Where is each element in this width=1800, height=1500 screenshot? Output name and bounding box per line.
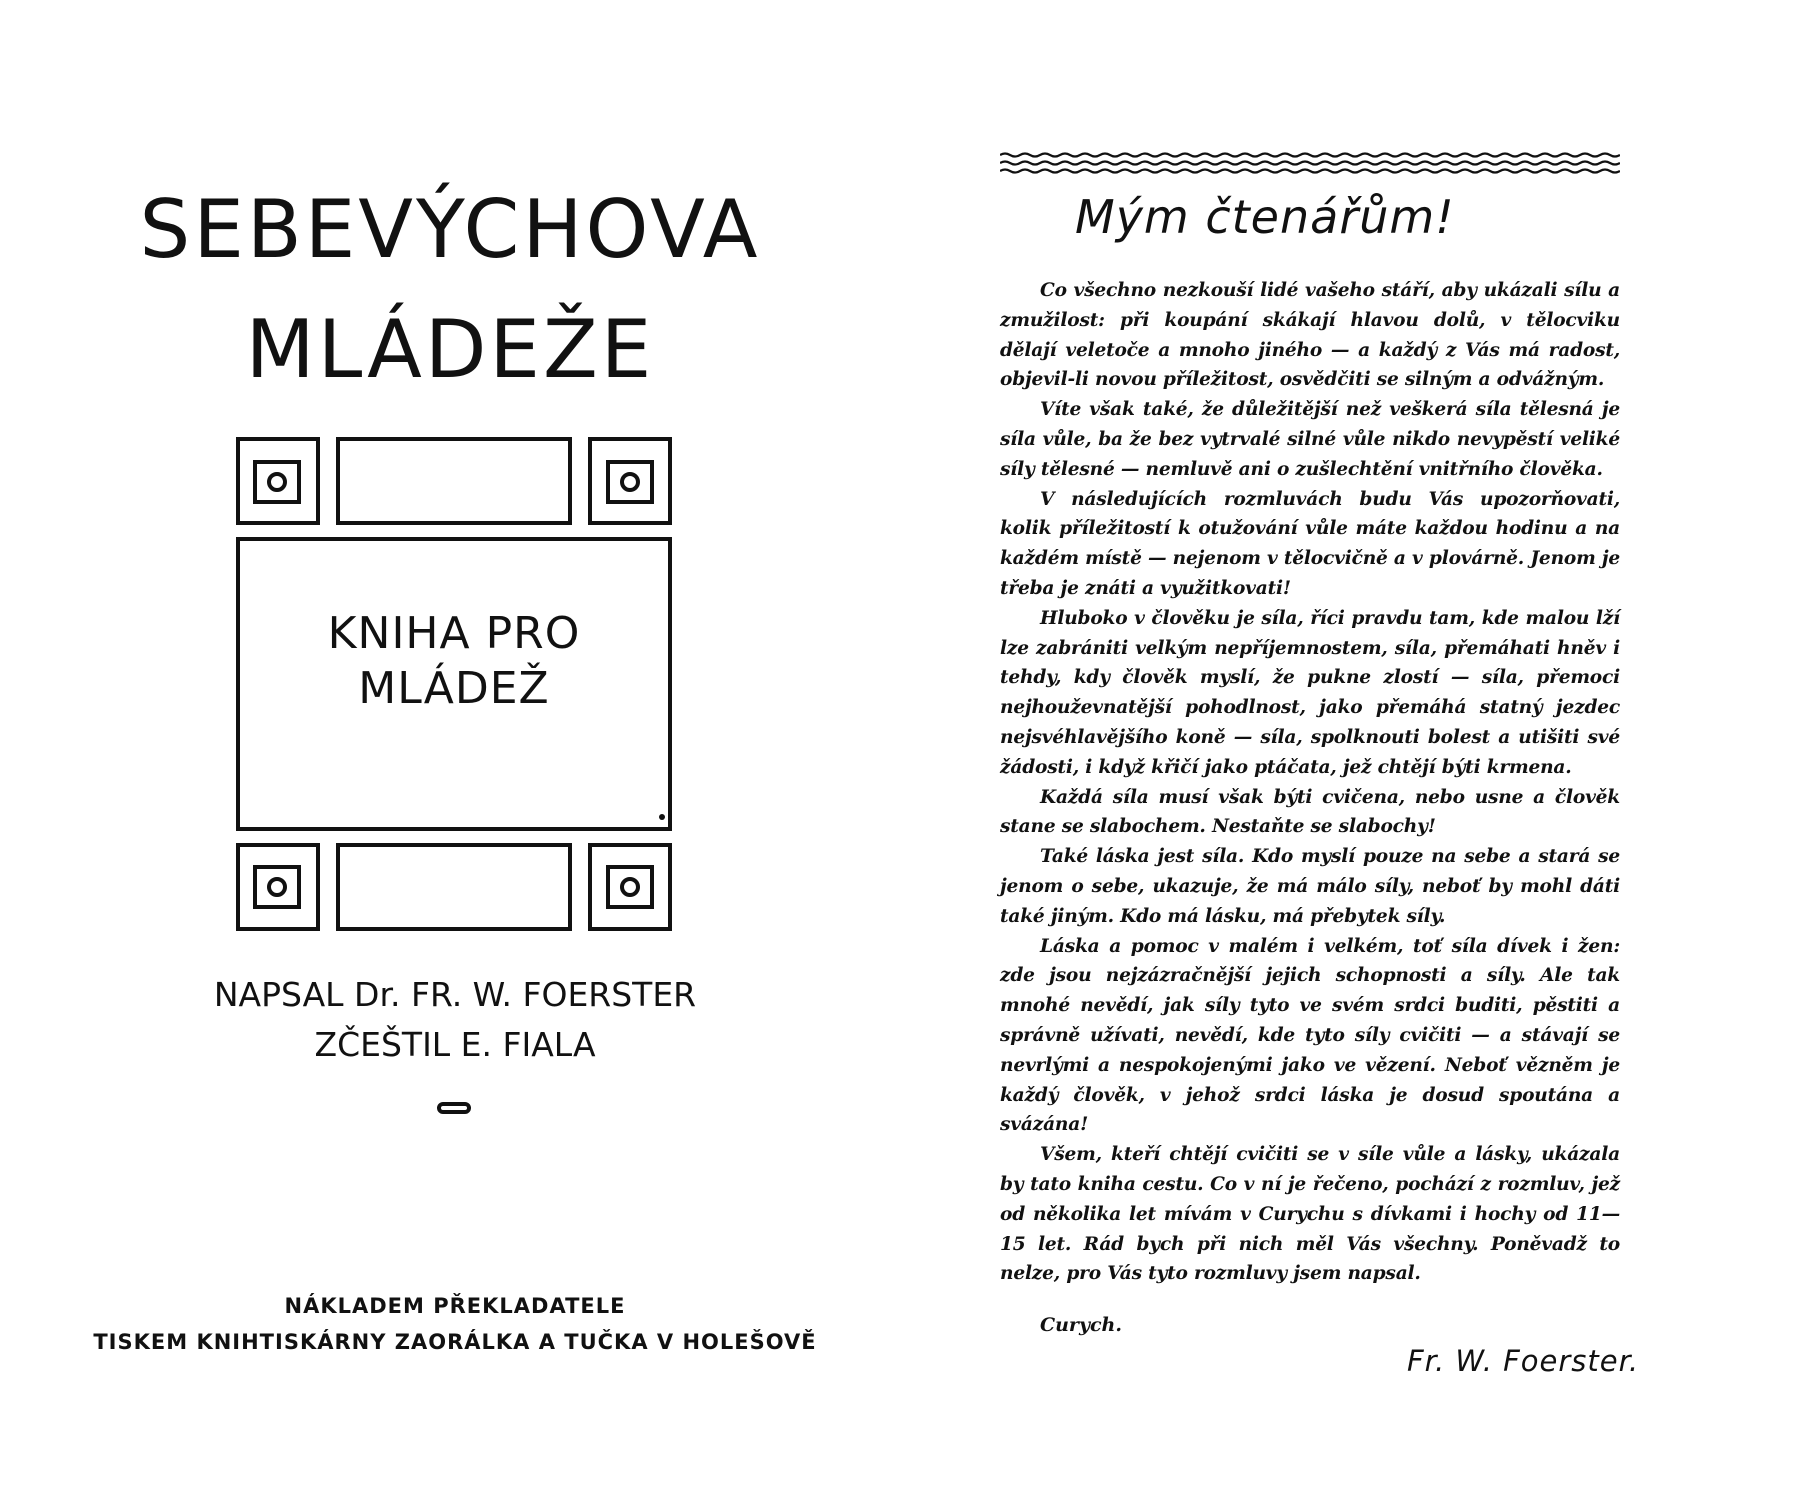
book-title-line-2: MLÁDEŽE xyxy=(245,303,655,396)
subtitle-line-1: KNIHA PRO xyxy=(327,608,581,659)
paragraph: Všem, kteří chtějí cvičiti se v síle vůle a lásky, ukázala by tato kniha cestu. Co v ní je řečeno, pochází z rozmluv, jež od několika let mívám v Curychu s dívkami i hochy od 11—15 let. Rád bych při nich měl Vás všechny. Poněvadž to nelze, pro Vás tyto rozmluvy jsem napsal. xyxy=(1000,1144,1620,1285)
book-title-line-1: SEBEVÝCHOVA xyxy=(139,183,761,276)
place-of-writing: Curych. xyxy=(1040,1314,1122,1336)
corner-box-bottom-right xyxy=(590,845,670,929)
decorative-dash xyxy=(437,1102,471,1114)
corner-box-bottom-left xyxy=(238,845,318,929)
bottom-center-panel xyxy=(338,845,570,929)
corner-box-top-left xyxy=(238,439,318,523)
subtitle-line-2: MLÁDEŽ xyxy=(358,663,550,714)
foreword-body xyxy=(1000,276,1620,1289)
paragraph: Každá síla musí však býti cvičena, nebo usne a člověk stane se slabochem. Nestaňte se slabochy! xyxy=(1000,786,1620,838)
paragraph: V následujících rozmluvách budu Vás upozorňovati, kolik příležitostí k otužování vůle máte každou hodinu a na každém místě — nejenom v tělocvičně a v plovárně. Jenom je třeba je znáti a využitkovati! xyxy=(1000,488,1620,599)
top-center-panel xyxy=(338,439,570,523)
paragraph: Láska a pomoc v malém i velkém, toť síla dívek i žen: zde jsou nejzázračnější jejich schopnosti a síly. Ale tak mnohé nevědí, jak síly tyto ve svém srdci buditi, pěstiti a správně užívati, nevědí, kde tyto síly cvičiti — a stávají se nevrlými a nespokojenými jako ve vězení. Neboť vězněm je každý člověk, v jehož srdci láska je dosud spoutána a svázána! xyxy=(1000,935,1620,1136)
author-signature: Fr. W. Foerster. xyxy=(1407,1344,1640,1378)
paragraph: Hluboko v člověku je síla, říci pravdu tam, kde malou lží lze zabrániti velkým nepříjemnostem, síla, přemáhati hněv i tehdy, kdy člověk myslí, že pukne zlostí — síla, přemoci nejhouževnatější pohodlnost, jako přemáhá statný jezdec nejsvéhlavějšího koně — síla, spolknouti bolest a utišiti své žádosti, i když křičí jako ptáčata, jež chtějí býti krmena. xyxy=(1000,607,1620,778)
author-credit: NAPSAL Dr. FR. W. FOERSTER xyxy=(213,975,697,1014)
paragraph: Také láska jest síla. Kdo myslí pouze na sebe a stará se jenom o sebe, ukazuje, že má málo síly, neboť by mohl dáti také jiným. Kdo má lásku, má přebytek síly. xyxy=(1000,846,1620,927)
paragraph: Co všechno nezkouší lidé vašeho stáří, aby ukázali sílu a zmužilost: při koupání skákají hlavou dolů, v tělocviku dělají veletoče a mnoho jiného — a každý z Vás má radost, objevil-li novou příležitost, osvědčiti se silným a odvážným. xyxy=(1000,280,1620,391)
wavy-rule-ornament xyxy=(1000,150,1620,176)
publisher-imprint: NÁKLADEM PŘEKLADATELE xyxy=(284,1294,626,1318)
printer-imprint: TISKEM KNIHTISKÁRNY ZAORÁLKA A TUČKA V HOLEŠOVĚ xyxy=(93,1330,817,1354)
paragraph: Víte však také, že důležitější než veškerá síla tělesná je síla vůle, ba že bez vytrvalé silné vůle nikdo nevypěstí veliké síly tělesné — nemluvě ani o zušlechtění vnitřního člověka. xyxy=(1000,399,1620,480)
corner-box-top-right xyxy=(590,439,670,523)
translator-credit: ZČEŠTIL E. FIALA xyxy=(314,1025,596,1064)
foreword-page xyxy=(900,0,1800,1500)
foreword-heading: Mým čtenářům! xyxy=(1075,190,1455,244)
